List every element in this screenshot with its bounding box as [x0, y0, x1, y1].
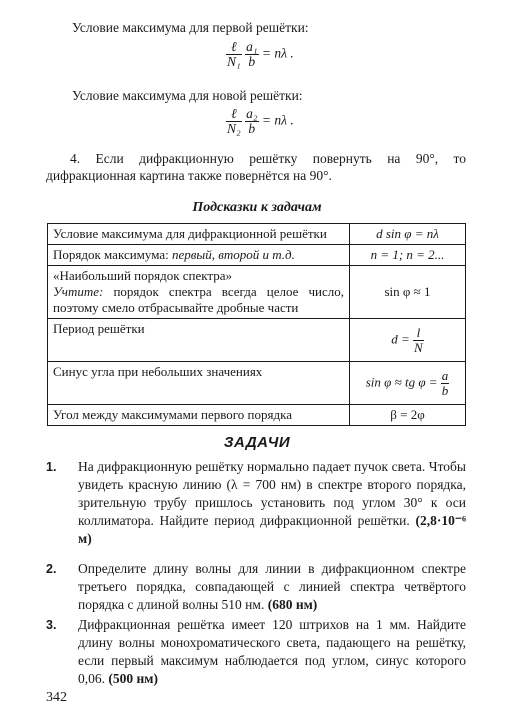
task-body: Дифракционная решётка имеет 120 штрихов на 1 мм. Найдите длину волны монохроматического света, падающего на решётку, если первый максимум наблюдается под углом, синус которого 0,06. — [78, 617, 466, 686]
task-item — [46, 616, 466, 688]
hints-cell-left: Период решётки — [48, 319, 350, 362]
hints-row — [48, 266, 466, 319]
fraction-a2-over-b — [245, 107, 258, 136]
hints-cell-right: n = 1; n = 2... — [350, 245, 466, 266]
hint-order-italic: первый, второй и т.д. — [172, 247, 295, 262]
hints-title: Подсказки к задачам — [192, 200, 322, 215]
formula1-numerator-left: ℓ — [231, 39, 237, 54]
task-body: Определите длину волны для линии в дифракционном спектре третьего порядка, совпадающей с линией спектра четвёртого порядка с длиной волны 510 нм. — [78, 561, 466, 612]
formula2-denominator-left: N₂ — [227, 121, 241, 136]
hints-cell-right: sin φ ≈ 1 — [350, 266, 466, 319]
formula-new-grating — [226, 107, 294, 136]
fraction-l-over-n2 — [226, 107, 242, 136]
hints-cell-right — [350, 362, 466, 405]
formula2-numerator-left: ℓ — [231, 106, 237, 121]
hint-max-order-label: «Наибольший порядок спектра» — [53, 268, 233, 283]
hints-cell-right: β = 2φ — [350, 405, 466, 426]
period-numerator: l — [416, 324, 421, 340]
fraction-l-over-n1 — [226, 40, 242, 69]
task-number: 3. — [46, 618, 57, 632]
hint-max-order-note — [53, 284, 344, 316]
hints-cell-right — [350, 319, 466, 362]
hints-cell-left: Условие максимума для дифракционной решётки — [48, 224, 350, 245]
task-number: 1. — [46, 460, 57, 474]
hints-row — [48, 245, 466, 266]
hints-cell-left — [48, 245, 350, 266]
hints-cell-left: Угол между максимумами первого порядка — [48, 405, 350, 426]
hint-note-italic: Учтите: — [53, 284, 104, 299]
hints-row — [48, 405, 466, 426]
task-item — [46, 560, 466, 614]
fraction-a-over-b — [441, 369, 450, 398]
task-text — [78, 560, 466, 614]
task-body: На дифракционную решётку нормально падает пучок света. Чтобы увидеть красную линию (λ = 700 нм) в спектре второго порядка, зрительную трубу пришлось установить под углом 30° к оси коллиматора. Найдите период дифракционной решётки. — [78, 459, 466, 528]
task-answer: (500 нм) — [108, 671, 158, 686]
hint-note-text: порядок спектра всегда целое число, поэтому смело отбрасывайте дробные части — [53, 284, 344, 315]
formula2-numerator-right: a₂ — [246, 106, 258, 121]
task-text — [78, 458, 466, 548]
hints-cell-left: Синус угла при небольших значениях — [48, 362, 350, 405]
fraction-a1-over-b — [245, 40, 258, 69]
formula1-denominator-right: b — [245, 54, 258, 69]
paragraph-rotate-grating: 4. Если дифракционную решётку повернуть на 90°, то дифракционная картина также повернётся на 90°. — [46, 151, 466, 183]
task-answer: (2,8·10⁻⁶ м) — [78, 513, 467, 546]
task-text — [78, 616, 466, 688]
formula1-rhs: = nλ . — [261, 45, 294, 61]
task-number: 2. — [46, 562, 57, 576]
task-item — [46, 458, 466, 548]
condition-first-grating: Условие максимума для первой решётки: — [72, 20, 309, 35]
sine-approx-lhs: sin φ ≈ tg φ = — [365, 373, 438, 389]
hint-order-label: Порядок максимума: — [53, 247, 172, 262]
hints-row — [48, 362, 466, 405]
formula1-numerator-right: a₁ — [246, 39, 258, 54]
sine-numerator: a — [441, 367, 449, 383]
hints-table — [47, 223, 466, 426]
formula-first-grating — [226, 40, 294, 69]
hints-cell-right: d sin φ = nλ — [350, 224, 466, 245]
period-denominator: N — [414, 339, 423, 355]
task-answer: (680 нм) — [267, 597, 318, 612]
formula2-rhs: = nλ . — [261, 112, 294, 128]
formula1-denominator-left: N₁ — [227, 54, 241, 69]
page-number: 342 — [46, 690, 67, 705]
tasks-title: ЗАДАЧИ — [223, 434, 291, 451]
sine-denominator: b — [441, 382, 449, 398]
condition-new-grating: Условие максимума для новой решётки: — [72, 88, 303, 103]
period-lhs: d = — [391, 330, 410, 346]
hints-cell-left — [48, 266, 350, 319]
hints-row — [48, 224, 466, 245]
fraction-l-over-N — [413, 326, 424, 355]
hints-row — [48, 319, 466, 362]
formula2-denominator-right: b — [245, 121, 258, 136]
